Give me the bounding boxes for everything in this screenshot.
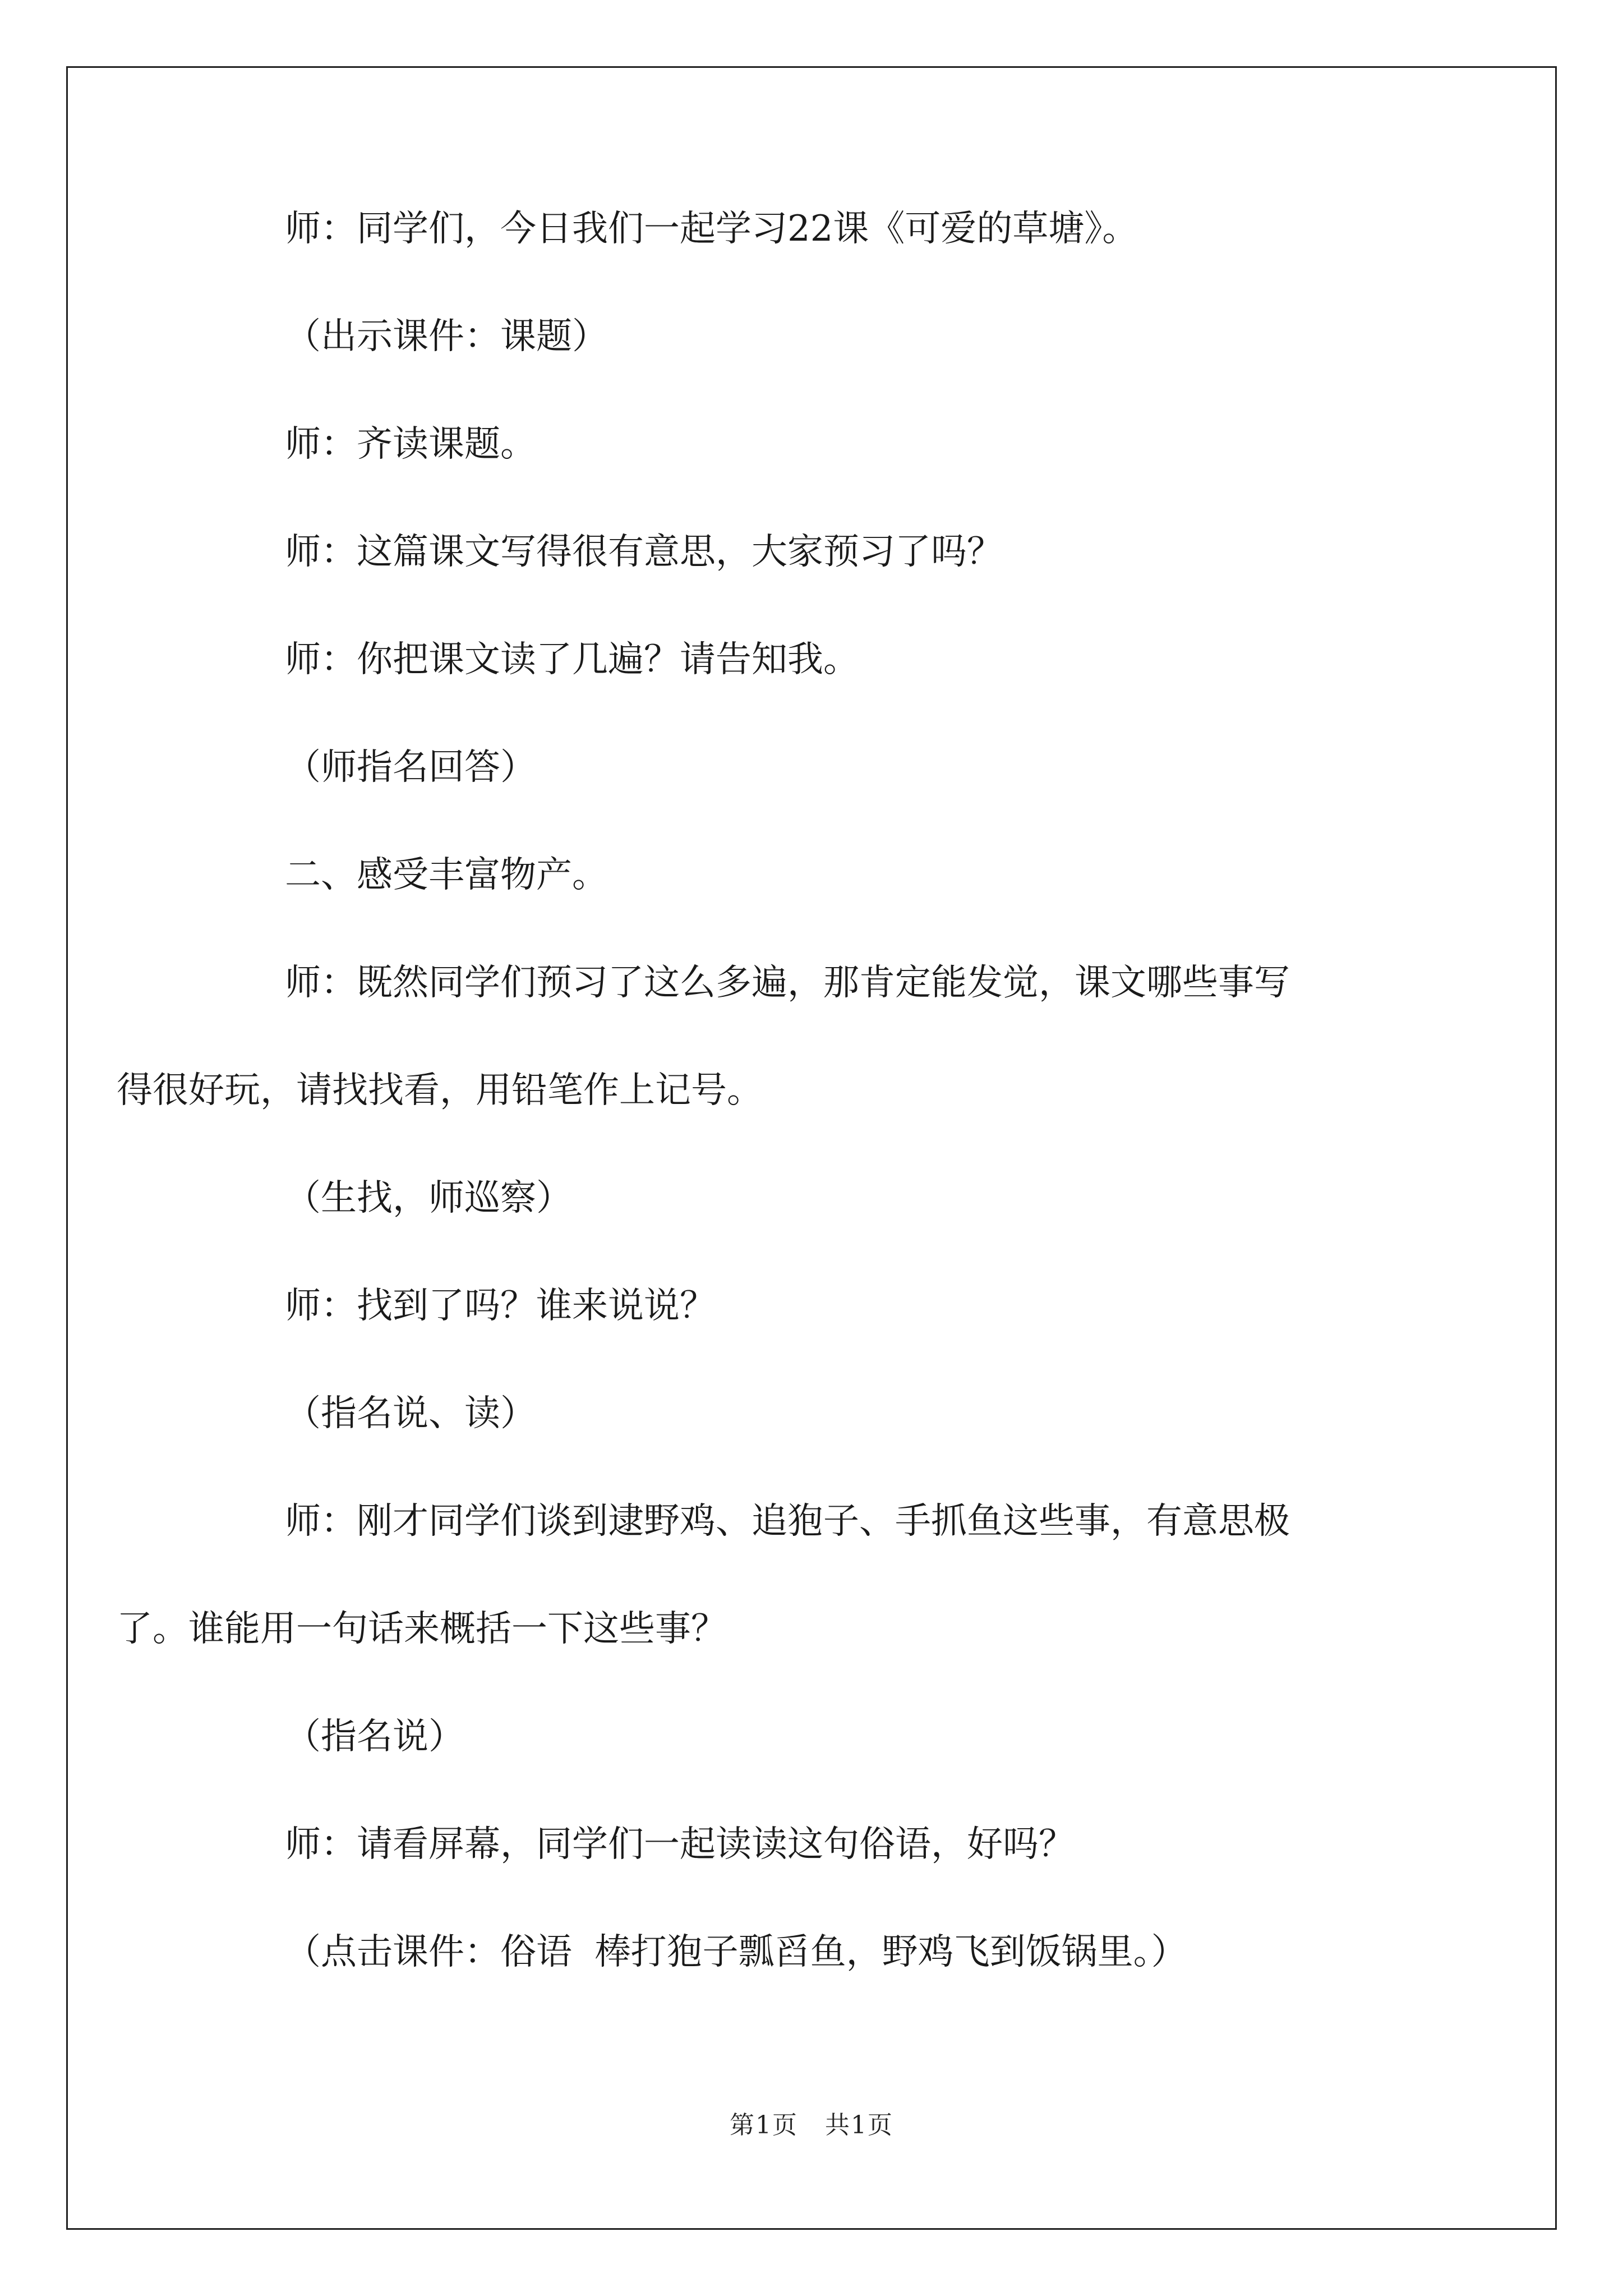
paragraph: （点击课件：俗语 棒打狍子瓢舀鱼，野鸡飞到饭锅里。） — [285, 1931, 1187, 1973]
paragraph — [117, 956, 1440, 1117]
paragraph-line: 师：刚才同学们谈到逮野鸡、追狍子、手抓鱼这些事，有意思极 — [285, 1501, 1290, 1542]
paragraph: （指名说） — [285, 1716, 464, 1757]
paragraph — [117, 1494, 1440, 1656]
paragraph-line: 师：既然同学们预习了这么多遍，那肯定能发觉，课文哪些事写 — [285, 962, 1290, 1004]
paragraph: 师：这篇课文写得很有意思，大家预习了吗？ — [285, 531, 1003, 573]
paragraph: 师：找到了吗？谁来说说？ — [285, 1285, 716, 1327]
paragraph-line: 了。谁能用一句话来概括一下这些事？ — [117, 1608, 727, 1650]
paragraph-line: 得很好玩，请找找看，用铅笔作上记号。 — [117, 1070, 763, 1111]
paragraph: 师：同学们，今日我们一起学习22课《可爱的草塘》。 — [285, 208, 1138, 250]
paragraph: 二、感受丰富物产。 — [285, 854, 608, 896]
paragraph: 师：请看屏幕，同学们一起读读这句俗语，好吗？ — [285, 1824, 1075, 1865]
paragraph: （生找，师巡察） — [285, 1177, 572, 1219]
page-footer: 第1页 共1页 — [730, 2111, 893, 2139]
paragraph: （指名说、读） — [285, 1393, 536, 1434]
paragraph: 师：你把课文读了几遍？请告知我。 — [285, 639, 859, 680]
paragraph: 师：齐读课题。 — [285, 424, 536, 465]
document-body — [117, 202, 1435, 2033]
paragraph: （师指名回答） — [285, 747, 536, 788]
paragraph: （出示课件：课题） — [285, 316, 608, 357]
